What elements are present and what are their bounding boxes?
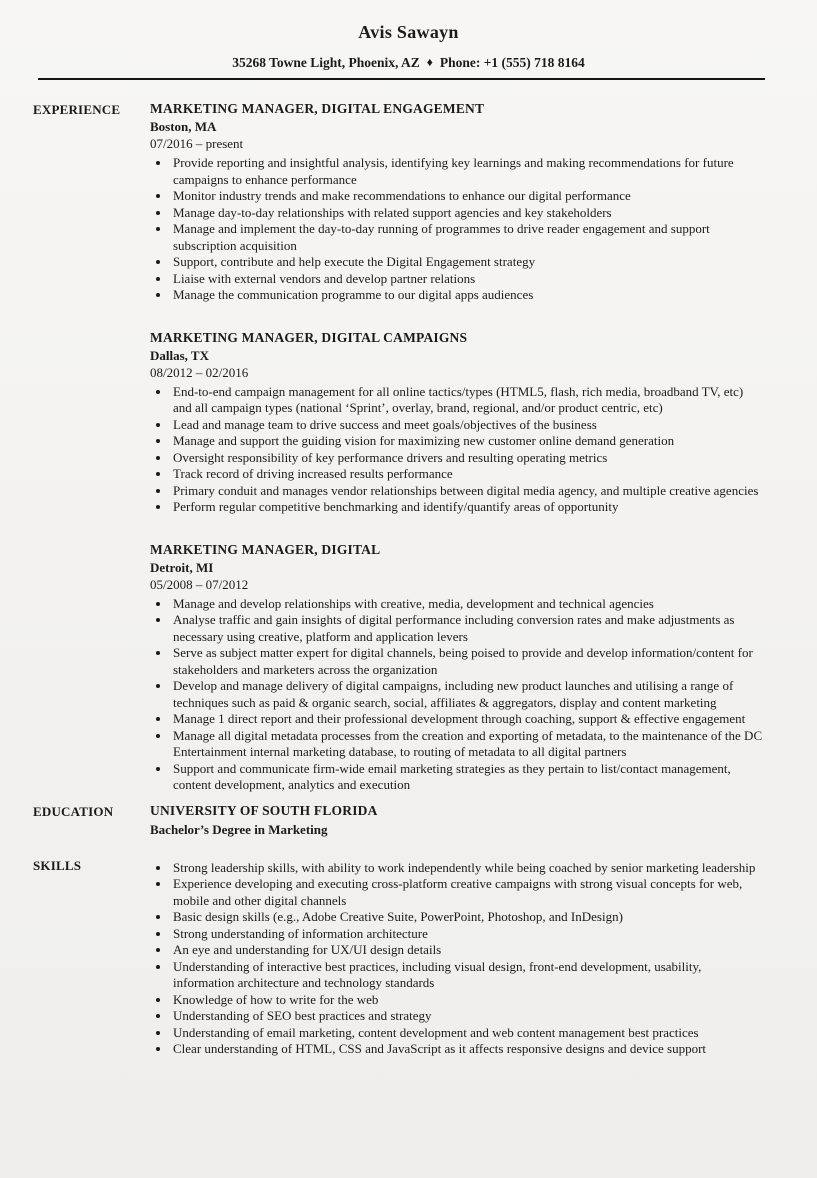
skills-section [33, 857, 765, 1058]
job-entry [150, 101, 765, 304]
page-title: Avis Sawayn [358, 22, 459, 42]
contact-line [0, 55, 817, 71]
job-title: MARKETING MANAGER, DIGITAL CAMPAIGNS [150, 329, 468, 345]
job-bullet-list [150, 596, 765, 794]
job-dates: 07/2016 – present [150, 136, 244, 151]
phone-text: Phone: +1 (555) 718 8164 [439, 55, 585, 70]
list-item: • Support and communicate firm-wide email marketing strategies as they pertain to list/contact management, content development, analytics and execution [171, 761, 765, 794]
job-location: Boston, MA [150, 119, 217, 134]
job-title: MARKETING MANAGER, DIGITAL ENGAGEMENT [150, 101, 485, 116]
degree-name: Bachelor’s Degree in Marketing [150, 821, 328, 837]
list-item: • Understanding of SEO best practices and strategy [171, 1008, 765, 1025]
job-bullet-list [150, 155, 765, 304]
skills-content [150, 857, 765, 1058]
job-dates: 05/2008 – 07/2012 [150, 576, 249, 592]
job-title: MARKETING MANAGER, DIGITAL [150, 541, 381, 557]
list-item: • Develop and manage delivery of digital campaigns, including new product launches and utilising a range of techniques such as paid & organic search, social, affiliates & aggregators, display and content marketing [171, 678, 765, 711]
list-item: • Basic design skills (e.g., Adobe Creative Suite, PowerPoint, Photoshop, and InDesign) [171, 909, 765, 926]
list-item: • Manage day-to-day relationships with related support agencies and key stakeholders [171, 205, 765, 222]
list-item: • Primary conduit and manages vendor relationships between digital media agency, and multiple creative agencies [171, 483, 765, 500]
resume-header [0, 0, 817, 80]
list-item: • Understanding of interactive best practices, including visual design, front-end development, usability, information architecture and technology standards [171, 959, 765, 992]
list-item: • Liaise with external vendors and develop partner relations [171, 271, 765, 288]
list-item: • An eye and understanding for UX/UI design details [171, 942, 765, 959]
list-item: • Support, contribute and help execute the Digital Engagement strategy [171, 254, 765, 271]
list-item: • Serve as subject matter expert for digital channels, being poised to provide and develop information/content for stakeholders and marketers across the organization [171, 645, 765, 678]
section-label-education: EDUCATION [33, 803, 114, 819]
list-item: • Analyse traffic and gain insights of digital performance including conversion rates and make adjustments as necessary using creative, platform and application levers [171, 612, 765, 645]
job-entry [150, 330, 765, 516]
list-item: • Manage all digital metadata processes from the creation and exporting of metadata, to the maintenance of the DC Entertainment internal marketing database, to routing of metadata to all digital partners [171, 728, 765, 761]
address-text: 35268 Towne Light, Phoenix, AZ [232, 55, 420, 70]
experience-content [150, 101, 765, 794]
list-item: • Manage and support the guiding vision for maximizing new customer online demand generation [171, 433, 765, 450]
section-label-skills: SKILLS [33, 857, 82, 873]
job-dates: 08/2012 – 02/2016 [150, 364, 249, 380]
section-label-experience: EXPERIENCE [33, 102, 121, 117]
job-location: Detroit, MI [150, 559, 214, 575]
list-item: • Clear understanding of HTML, CSS and JavaScript as it affects responsive designs and device support [171, 1041, 765, 1058]
job-entry [150, 542, 765, 794]
list-item: • Track record of driving increased results performance [171, 466, 765, 483]
list-item: • Manage 1 direct report and their professional development through coaching, support & effective engagement [171, 711, 765, 728]
list-item: • Monitor industry trends and make recommendations to enhance our digital performance [171, 188, 765, 205]
list-item: • Understanding of email marketing, content development and web content management best practices [171, 1025, 765, 1042]
resume-body [0, 80, 817, 1058]
education-content [150, 803, 765, 838]
list-item: • Manage and implement the day-to-day running of programmes to drive reader engagement and support subscription acquisition [171, 221, 765, 254]
job-location: Dallas, TX [150, 347, 209, 363]
list-item: • Provide reporting and insightful analysis, identifying key learnings and making recommendations for future campaigns to enhance performance [171, 155, 765, 188]
school-name: UNIVERSITY OF SOUTH FLORIDA [150, 802, 378, 818]
experience-section [33, 101, 765, 794]
list-item: • Manage the communication programme to our digital apps audiences [171, 287, 765, 304]
list-item: • Lead and manage team to drive success and meet goals/objectives of the business [171, 417, 765, 434]
list-item: • Knowledge of how to write for the web [171, 992, 765, 1009]
list-item: • Experience developing and executing cross-platform creative campaigns with strong visual concepts for web, mobile and other digital channels [171, 876, 765, 909]
list-item: • Manage and develop relationships with creative, media, development and technical agencies [171, 596, 765, 613]
skills-bullet-list [150, 860, 765, 1058]
job-bullet-list [150, 384, 765, 516]
list-item: • Strong understanding of information architecture [171, 926, 765, 943]
list-item: • Oversight responsibility of key performance drivers and resulting operating metrics [171, 450, 765, 467]
diamond-separator-icon: ♦ [426, 55, 433, 69]
list-item: • Strong leadership skills, with ability to work independently while being coached by senior marketing leadership [171, 860, 765, 877]
list-item: • Perform regular competitive benchmarking and identify/quantify areas of opportunity [171, 499, 765, 516]
list-item: • End-to-end campaign management for all online tactics/types (HTML5, flash, rich media, broadband TV, etc) and all campaign types (national ‘Sprint’, overlay, brand, regional, and/or product centric, etc) [171, 384, 765, 417]
education-section [33, 803, 765, 838]
